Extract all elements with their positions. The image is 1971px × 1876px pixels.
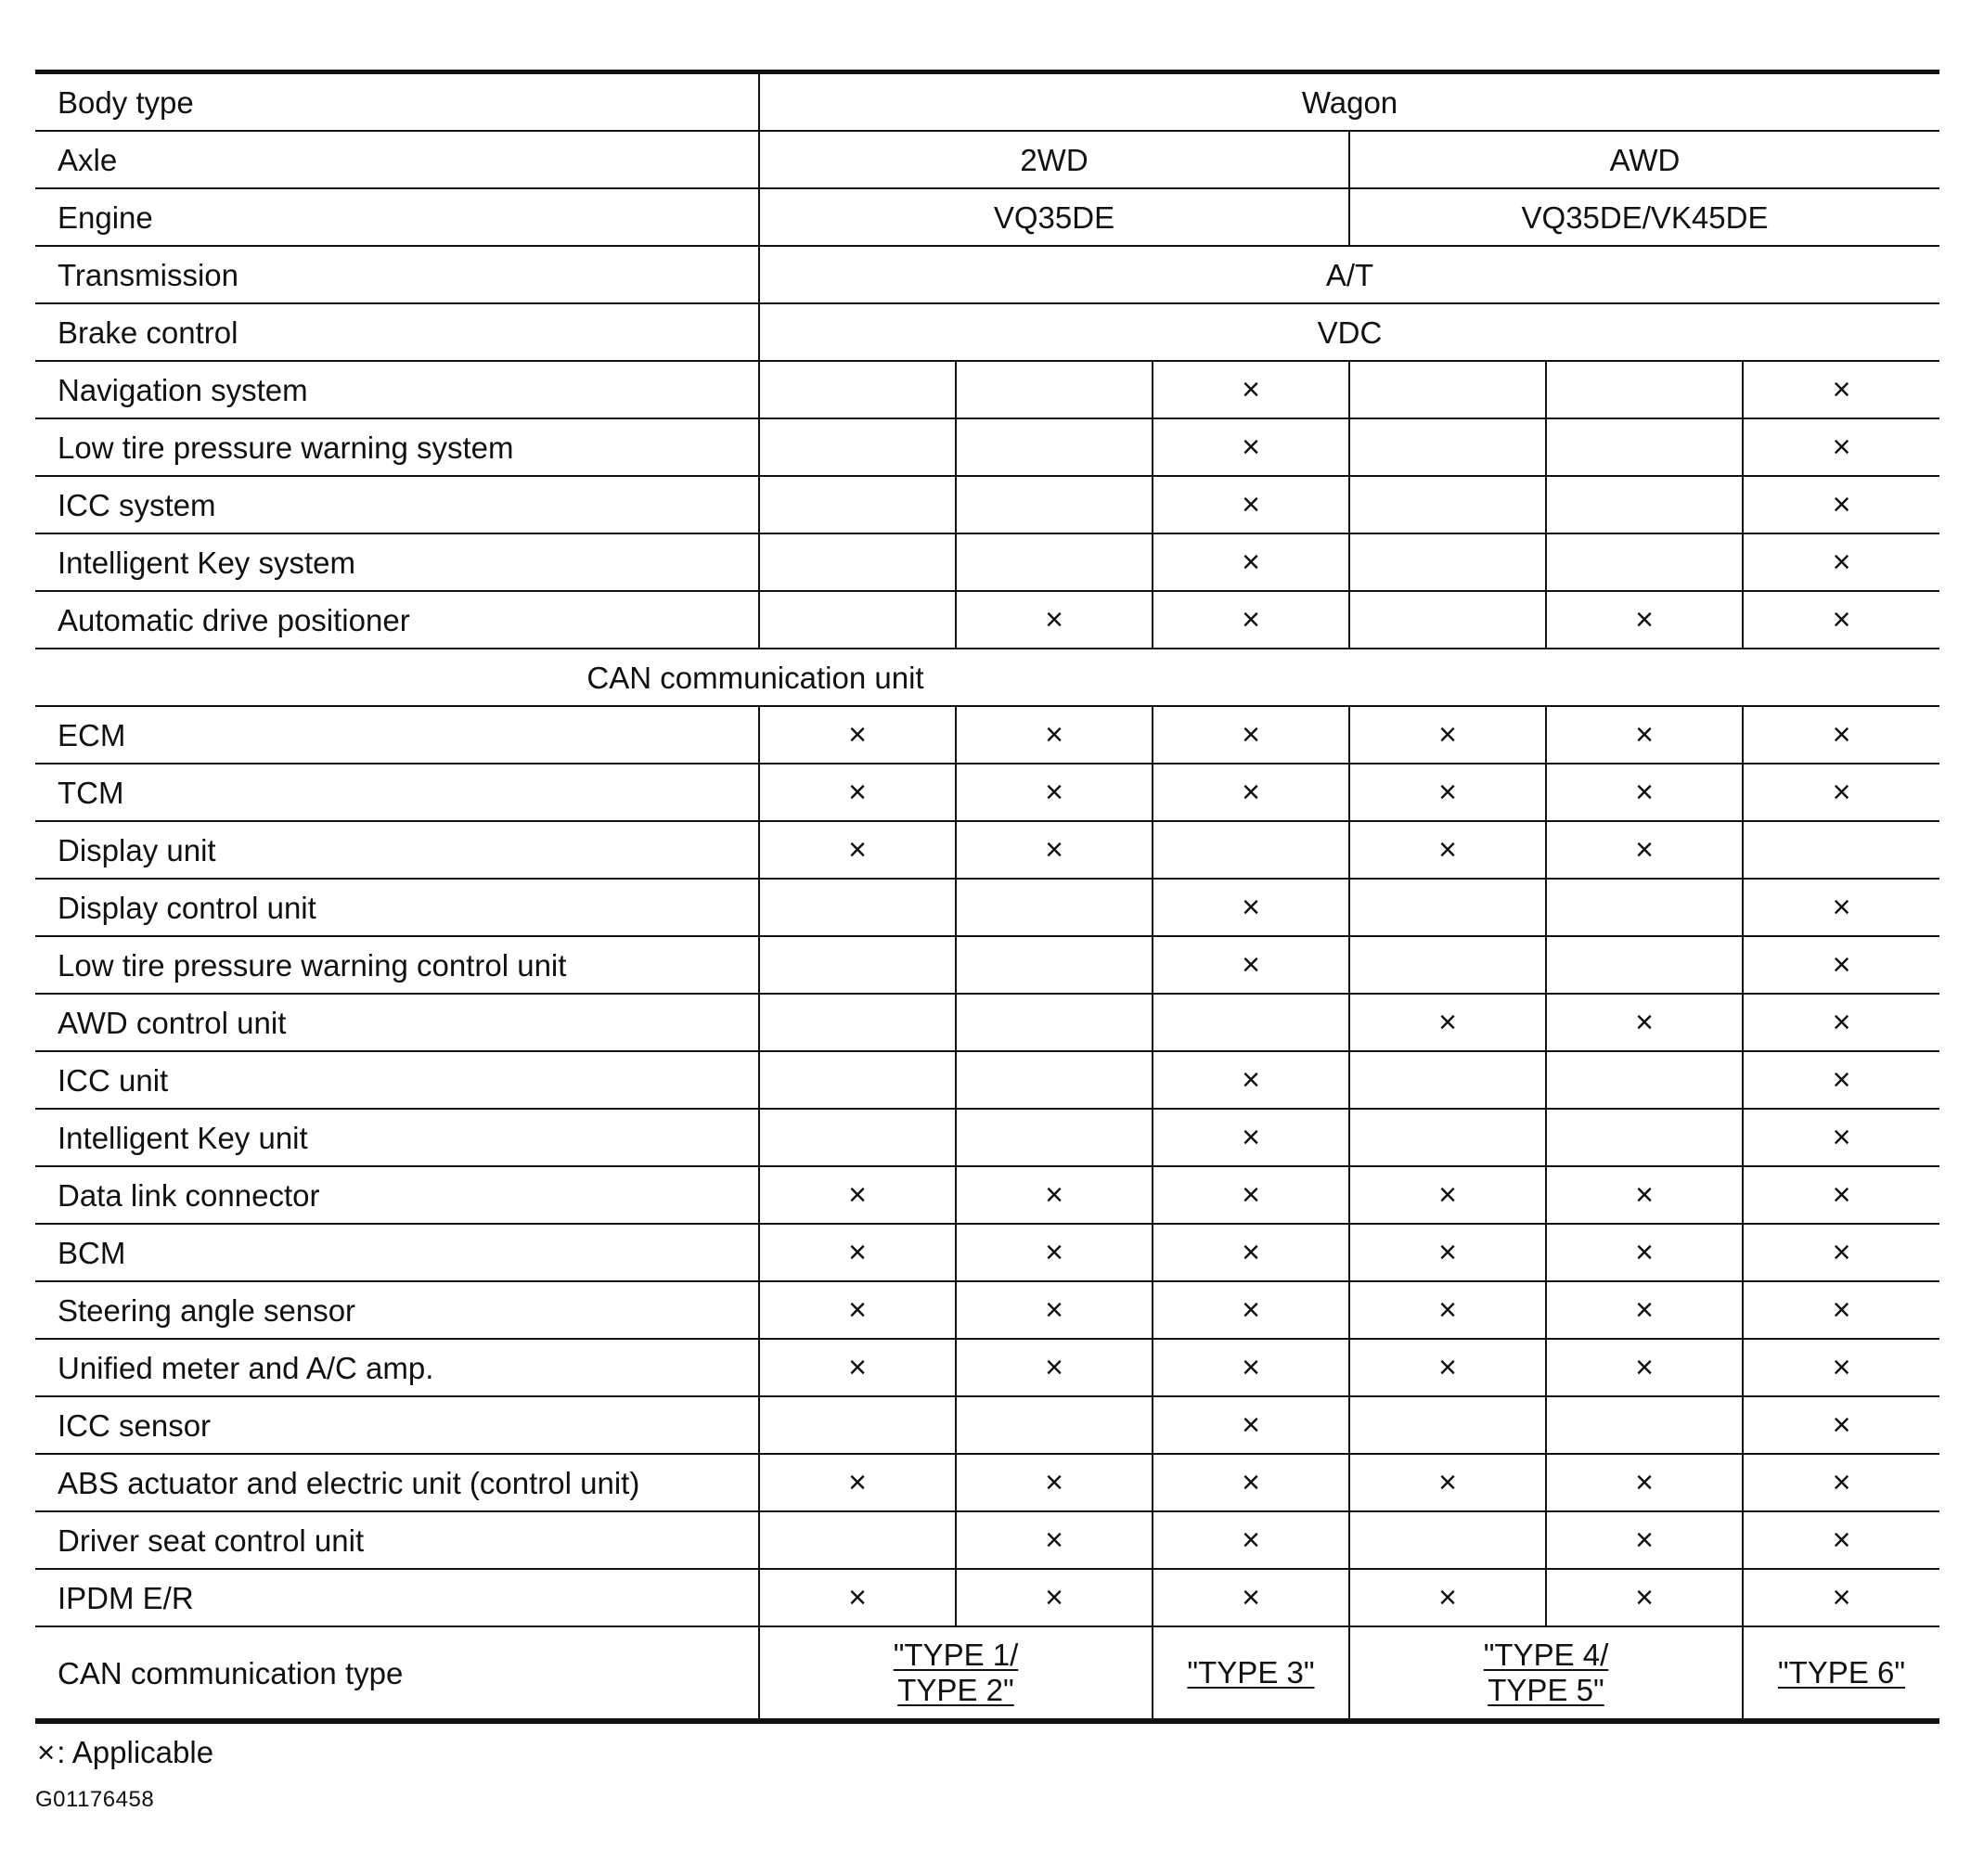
applicable-mark: × bbox=[1832, 430, 1851, 465]
applicable-mark: × bbox=[1242, 545, 1260, 580]
mark-cell bbox=[759, 476, 956, 533]
mark-cell bbox=[1349, 1051, 1546, 1109]
applicable-mark: × bbox=[1832, 1177, 1851, 1213]
mark-cell bbox=[1349, 1569, 1546, 1626]
mark-cell bbox=[1349, 1339, 1546, 1396]
applicable-mark: × bbox=[1832, 602, 1851, 637]
table-row bbox=[35, 418, 1939, 476]
applicable-mark: × bbox=[1438, 1177, 1457, 1213]
mark-cell bbox=[1153, 361, 1349, 418]
applicable-mark: × bbox=[1635, 1235, 1654, 1270]
mark-cell bbox=[956, 821, 1153, 879]
mark-cell bbox=[1153, 418, 1349, 476]
mark-cell bbox=[1743, 706, 1939, 764]
mark-cell bbox=[956, 591, 1153, 649]
mark-cell bbox=[1349, 706, 1546, 764]
row-label: BCM bbox=[35, 1224, 759, 1281]
mark-cell bbox=[1743, 1224, 1939, 1281]
mark-cell bbox=[1153, 1109, 1349, 1166]
row-label: Navigation system bbox=[35, 361, 759, 418]
applicable-mark: × bbox=[1242, 717, 1260, 752]
mark-cell bbox=[956, 1454, 1153, 1511]
mark-cell bbox=[1349, 764, 1546, 821]
applicable-mark: × bbox=[1832, 487, 1851, 522]
specification-table-body bbox=[35, 72, 1939, 1722]
mark-cell bbox=[1153, 1339, 1349, 1396]
mark-cell bbox=[1743, 1051, 1939, 1109]
legend bbox=[37, 1735, 213, 1770]
row-label: Body type bbox=[35, 72, 759, 132]
header-value: VQ35DE bbox=[759, 188, 1349, 246]
mark-cell bbox=[759, 1281, 956, 1339]
mark-cell bbox=[759, 1224, 956, 1281]
mark-cell bbox=[759, 1051, 956, 1109]
applicable-mark: × bbox=[1045, 602, 1063, 637]
mark-cell bbox=[1546, 1166, 1743, 1224]
specification-table bbox=[35, 70, 1939, 1724]
row-label: Transmission bbox=[35, 246, 759, 303]
mark-cell bbox=[1153, 994, 1349, 1051]
legend-text: : Applicable bbox=[57, 1735, 214, 1769]
mark-cell bbox=[759, 1569, 956, 1626]
mark-cell bbox=[1546, 1511, 1743, 1569]
applicable-mark: × bbox=[1832, 1465, 1851, 1500]
applicable-mark: × bbox=[848, 1292, 867, 1328]
mark-cell bbox=[1743, 879, 1939, 936]
mark-cell bbox=[1153, 764, 1349, 821]
applicable-mark: × bbox=[1832, 1292, 1851, 1328]
mark-cell bbox=[1546, 1281, 1743, 1339]
applicable-mark: × bbox=[1242, 1350, 1260, 1385]
mark-cell bbox=[1546, 936, 1743, 994]
applicable-mark: × bbox=[1242, 947, 1260, 983]
mark-cell bbox=[1546, 361, 1743, 418]
mark-cell bbox=[759, 533, 956, 591]
applicable-mark: × bbox=[1438, 717, 1457, 752]
row-label: Driver seat control unit bbox=[35, 1511, 759, 1569]
mark-cell bbox=[1743, 1281, 1939, 1339]
applicable-mark: × bbox=[1242, 430, 1260, 465]
applicable-mark: × bbox=[1635, 832, 1654, 867]
applicable-mark: × bbox=[1242, 1465, 1260, 1500]
mark-cell bbox=[1743, 1454, 1939, 1511]
mark-cell bbox=[1349, 1396, 1546, 1454]
mark-cell bbox=[1546, 879, 1743, 936]
mark-cell bbox=[1349, 994, 1546, 1051]
applicable-mark: × bbox=[1242, 372, 1260, 407]
mark-cell bbox=[1349, 1224, 1546, 1281]
mark-cell bbox=[1546, 1339, 1743, 1396]
can-system-specification-chart bbox=[35, 70, 1939, 1812]
table-row bbox=[35, 361, 1939, 418]
mark-cell bbox=[1153, 476, 1349, 533]
can-type-cell bbox=[1153, 1626, 1349, 1721]
mark-cell bbox=[1349, 418, 1546, 476]
applicable-mark: × bbox=[1635, 1177, 1654, 1213]
mark-cell bbox=[1349, 533, 1546, 591]
mark-cell bbox=[1546, 821, 1743, 879]
mark-cell bbox=[956, 1166, 1153, 1224]
mark-cell bbox=[1349, 821, 1546, 879]
applicable-mark: × bbox=[1242, 1407, 1260, 1443]
row-label: Data link connector bbox=[35, 1166, 759, 1224]
mark-cell bbox=[1743, 936, 1939, 994]
mark-cell bbox=[1743, 1396, 1939, 1454]
header-value: VQ35DE/VK45DE bbox=[1349, 188, 1939, 246]
mark-cell bbox=[1153, 1511, 1349, 1569]
mark-cell bbox=[1546, 418, 1743, 476]
applicable-mark: × bbox=[1438, 832, 1457, 867]
mark-cell bbox=[1743, 764, 1939, 821]
applicable-mark: × bbox=[1635, 1350, 1654, 1385]
mark-cell bbox=[1153, 533, 1349, 591]
mark-cell bbox=[1743, 476, 1939, 533]
mark-cell bbox=[956, 361, 1153, 418]
applicable-mark: × bbox=[1832, 1005, 1851, 1040]
row-label: Intelligent Key system bbox=[35, 533, 759, 591]
applicable-mark: × bbox=[848, 1465, 867, 1500]
header-row bbox=[35, 131, 1939, 188]
header-value: VDC bbox=[759, 303, 1939, 361]
applicable-mark: × bbox=[1242, 1235, 1260, 1270]
applicable-mark: × bbox=[1635, 1465, 1654, 1500]
row-label: Display control unit bbox=[35, 879, 759, 936]
applicable-mark: × bbox=[1832, 1235, 1851, 1270]
mark-cell bbox=[956, 1224, 1153, 1281]
applicable-mark: × bbox=[1832, 1350, 1851, 1385]
table-row bbox=[35, 706, 1939, 764]
applicable-mark: × bbox=[1832, 947, 1851, 983]
table-row bbox=[35, 1166, 1939, 1224]
applicable-mark: × bbox=[848, 1580, 867, 1615]
table-row bbox=[35, 879, 1939, 936]
applicable-mark: × bbox=[1045, 717, 1063, 752]
row-label: ABS actuator and electric unit (control unit) bbox=[35, 1454, 759, 1511]
can-type-cell bbox=[1349, 1626, 1743, 1721]
row-label: Low tire pressure warning control unit bbox=[35, 936, 759, 994]
section-row bbox=[35, 649, 1939, 706]
mark-cell bbox=[1349, 1166, 1546, 1224]
row-label: Axle bbox=[35, 131, 759, 188]
applicable-mark: × bbox=[1832, 1062, 1851, 1098]
mark-cell bbox=[956, 1339, 1153, 1396]
mark-cell bbox=[1546, 1109, 1743, 1166]
applicable-mark: × bbox=[1045, 1350, 1063, 1385]
applicable-mark: × bbox=[1832, 372, 1851, 407]
mark-cell bbox=[956, 764, 1153, 821]
table-row bbox=[35, 1339, 1939, 1396]
table-row bbox=[35, 994, 1939, 1051]
row-label: ICC sensor bbox=[35, 1396, 759, 1454]
mark-cell bbox=[1546, 476, 1743, 533]
applicable-mark: × bbox=[848, 1177, 867, 1213]
header-row bbox=[35, 188, 1939, 246]
applicable-mark: × bbox=[848, 1350, 867, 1385]
applicable-mark: × bbox=[848, 775, 867, 810]
mark-cell bbox=[956, 533, 1153, 591]
mark-cell bbox=[759, 994, 956, 1051]
mark-cell bbox=[1153, 879, 1349, 936]
applicable-mark: × bbox=[1635, 602, 1654, 637]
applicable-mark: × bbox=[1832, 775, 1851, 810]
mark-cell bbox=[759, 879, 956, 936]
can-type-link-line: "TYPE 6" bbox=[1777, 1655, 1906, 1690]
applicable-mark: × bbox=[1832, 1523, 1851, 1558]
mark-cell bbox=[1546, 533, 1743, 591]
applicable-mark: × bbox=[1438, 1292, 1457, 1328]
mark-cell bbox=[1546, 1051, 1743, 1109]
mark-cell bbox=[956, 936, 1153, 994]
applicable-mark: × bbox=[1832, 1580, 1851, 1615]
figure-id: G01176458 bbox=[35, 1787, 155, 1812]
mark-cell bbox=[1153, 591, 1349, 649]
mark-cell bbox=[956, 1281, 1153, 1339]
table-row bbox=[35, 1224, 1939, 1281]
mark-cell bbox=[956, 706, 1153, 764]
header-value: A/T bbox=[759, 246, 1939, 303]
applicable-mark: × bbox=[1635, 1580, 1654, 1615]
mark-cell bbox=[1349, 1281, 1546, 1339]
applicable-mark: × bbox=[1242, 1523, 1260, 1558]
mark-cell bbox=[759, 591, 956, 649]
mark-cell bbox=[1153, 1166, 1349, 1224]
applicable-mark: × bbox=[1242, 1580, 1260, 1615]
row-label: Brake control bbox=[35, 303, 759, 361]
table-row bbox=[35, 936, 1939, 994]
applicable-mark: × bbox=[848, 832, 867, 867]
mark-cell bbox=[1153, 1051, 1349, 1109]
applicable-mark: × bbox=[848, 717, 867, 752]
applicable-mark: × bbox=[1438, 775, 1457, 810]
table-row bbox=[35, 1051, 1939, 1109]
table-row bbox=[35, 1109, 1939, 1166]
applicable-mark: × bbox=[1438, 1465, 1457, 1500]
mark-cell bbox=[1349, 591, 1546, 649]
mark-cell bbox=[1153, 706, 1349, 764]
row-label: IPDM E/R bbox=[35, 1569, 759, 1626]
applicable-mark: × bbox=[1832, 1407, 1851, 1443]
applicable-mark: × bbox=[1242, 1292, 1260, 1328]
applicable-mark: × bbox=[1635, 717, 1654, 752]
row-label: Automatic drive positioner bbox=[35, 591, 759, 649]
row-label: Display unit bbox=[35, 821, 759, 879]
applicable-mark: × bbox=[1438, 1350, 1457, 1385]
mark-cell bbox=[759, 706, 956, 764]
mark-cell bbox=[956, 1511, 1153, 1569]
mark-cell bbox=[759, 361, 956, 418]
header-value: AWD bbox=[1349, 131, 1939, 188]
row-label: ICC system bbox=[35, 476, 759, 533]
applicable-mark: × bbox=[1242, 890, 1260, 925]
mark-cell bbox=[759, 418, 956, 476]
mark-cell bbox=[1546, 591, 1743, 649]
applicable-mark: × bbox=[1242, 1120, 1260, 1155]
table-row bbox=[35, 1396, 1939, 1454]
applicable-mark: × bbox=[1045, 1292, 1063, 1328]
row-label: Engine bbox=[35, 188, 759, 246]
row-label: Intelligent Key unit bbox=[35, 1109, 759, 1166]
mark-cell bbox=[1743, 1511, 1939, 1569]
applicable-mark: × bbox=[1045, 1580, 1063, 1615]
mark-cell bbox=[1546, 994, 1743, 1051]
mark-cell bbox=[1743, 1569, 1939, 1626]
mark-cell bbox=[1743, 361, 1939, 418]
mark-cell bbox=[1349, 1109, 1546, 1166]
applicable-mark: × bbox=[1438, 1580, 1457, 1615]
mark-cell bbox=[1153, 1454, 1349, 1511]
applicable-mark: × bbox=[1242, 602, 1260, 637]
mark-cell bbox=[1349, 879, 1546, 936]
mark-cell bbox=[956, 418, 1153, 476]
row-label: Steering angle sensor bbox=[35, 1281, 759, 1339]
header-row bbox=[35, 72, 1939, 132]
can-type-cell bbox=[759, 1626, 1153, 1721]
mark-cell bbox=[759, 936, 956, 994]
applicable-mark: × bbox=[1045, 832, 1063, 867]
applicable-mark: × bbox=[1832, 890, 1851, 925]
mark-cell bbox=[1546, 1569, 1743, 1626]
mark-cell bbox=[1743, 821, 1939, 879]
can-type-link[interactable] bbox=[894, 1638, 1019, 1708]
row-label: ICC unit bbox=[35, 1051, 759, 1109]
mark-cell bbox=[1743, 591, 1939, 649]
mark-cell bbox=[956, 1569, 1153, 1626]
mark-cell bbox=[1546, 706, 1743, 764]
mark-cell bbox=[956, 879, 1153, 936]
applicable-mark: × bbox=[1242, 775, 1260, 810]
table-row bbox=[35, 1569, 1939, 1626]
mark-cell bbox=[759, 1511, 956, 1569]
applicable-mark: × bbox=[1438, 1235, 1457, 1270]
applicable-mark: × bbox=[1045, 1235, 1063, 1270]
table-row bbox=[35, 591, 1939, 649]
mark-cell bbox=[1349, 1511, 1546, 1569]
mark-cell bbox=[759, 1109, 956, 1166]
mark-cell bbox=[1743, 533, 1939, 591]
row-label: ECM bbox=[35, 706, 759, 764]
row-label: Unified meter and A/C amp. bbox=[35, 1339, 759, 1396]
legend-mark-symbol: × bbox=[37, 1735, 56, 1769]
applicable-mark: × bbox=[1635, 775, 1654, 810]
mark-cell bbox=[1743, 1166, 1939, 1224]
table-row bbox=[35, 1454, 1939, 1511]
applicable-mark: × bbox=[1242, 487, 1260, 522]
table-row bbox=[35, 1511, 1939, 1569]
mark-cell bbox=[759, 1339, 956, 1396]
mark-cell bbox=[1546, 1454, 1743, 1511]
mark-cell bbox=[956, 1109, 1153, 1166]
mark-cell bbox=[759, 821, 956, 879]
mark-cell bbox=[956, 1051, 1153, 1109]
table-row bbox=[35, 533, 1939, 591]
mark-cell bbox=[956, 1396, 1153, 1454]
can-type-link[interactable] bbox=[1778, 1655, 1905, 1690]
mark-cell bbox=[1743, 1109, 1939, 1166]
can-type-row bbox=[35, 1626, 1939, 1721]
applicable-mark: × bbox=[848, 1235, 867, 1270]
table-row bbox=[35, 764, 1939, 821]
mark-cell bbox=[1153, 936, 1349, 994]
section-title: CAN communication unit bbox=[35, 649, 1939, 706]
can-type-cell bbox=[1743, 1626, 1939, 1721]
mark-cell bbox=[956, 476, 1153, 533]
applicable-mark: × bbox=[1045, 1523, 1063, 1558]
mark-cell bbox=[759, 1396, 956, 1454]
applicable-mark: × bbox=[1832, 1120, 1851, 1155]
applicable-mark: × bbox=[1045, 1465, 1063, 1500]
can-type-link-line: "TYPE 1/ bbox=[893, 1638, 1019, 1673]
applicable-mark: × bbox=[1438, 1005, 1457, 1040]
mark-cell bbox=[956, 994, 1153, 1051]
applicable-mark: × bbox=[1242, 1177, 1260, 1213]
row-label: TCM bbox=[35, 764, 759, 821]
table-row bbox=[35, 476, 1939, 533]
mark-cell bbox=[1546, 1224, 1743, 1281]
mark-cell bbox=[1546, 1396, 1743, 1454]
mark-cell bbox=[1153, 1224, 1349, 1281]
applicable-mark: × bbox=[1242, 1062, 1260, 1098]
applicable-mark: × bbox=[1832, 717, 1851, 752]
can-type-link-line: "TYPE 4/ bbox=[1483, 1638, 1609, 1673]
mark-cell bbox=[1349, 361, 1546, 418]
mark-cell bbox=[1153, 1396, 1349, 1454]
applicable-mark: × bbox=[1635, 1292, 1654, 1328]
applicable-mark: × bbox=[1045, 1177, 1063, 1213]
can-type-link[interactable] bbox=[1187, 1655, 1314, 1690]
row-label: CAN communication type bbox=[35, 1626, 759, 1721]
can-type-link[interactable] bbox=[1484, 1638, 1609, 1708]
mark-cell bbox=[759, 1454, 956, 1511]
mark-cell bbox=[1349, 936, 1546, 994]
mark-cell bbox=[1349, 476, 1546, 533]
mark-cell bbox=[1546, 764, 1743, 821]
applicable-mark: × bbox=[1635, 1523, 1654, 1558]
header-row bbox=[35, 303, 1939, 361]
header-row bbox=[35, 246, 1939, 303]
row-label: Low tire pressure warning system bbox=[35, 418, 759, 476]
mark-cell bbox=[759, 1166, 956, 1224]
mark-cell bbox=[1153, 1281, 1349, 1339]
mark-cell bbox=[1743, 1339, 1939, 1396]
table-row bbox=[35, 821, 1939, 879]
header-value: 2WD bbox=[759, 131, 1349, 188]
mark-cell bbox=[1153, 821, 1349, 879]
applicable-mark: × bbox=[1832, 545, 1851, 580]
row-label: AWD control unit bbox=[35, 994, 759, 1051]
mark-cell bbox=[1153, 1569, 1349, 1626]
table-row bbox=[35, 1281, 1939, 1339]
mark-cell bbox=[1349, 1454, 1546, 1511]
header-value: Wagon bbox=[759, 72, 1939, 132]
mark-cell bbox=[1743, 418, 1939, 476]
can-type-link-line: TYPE 2" bbox=[897, 1673, 1014, 1707]
applicable-mark: × bbox=[1045, 775, 1063, 810]
applicable-mark: × bbox=[1635, 1005, 1654, 1040]
can-type-link-line: TYPE 5" bbox=[1488, 1673, 1604, 1707]
mark-cell bbox=[759, 764, 956, 821]
mark-cell bbox=[1743, 994, 1939, 1051]
can-type-link-line: "TYPE 3" bbox=[1187, 1655, 1315, 1690]
